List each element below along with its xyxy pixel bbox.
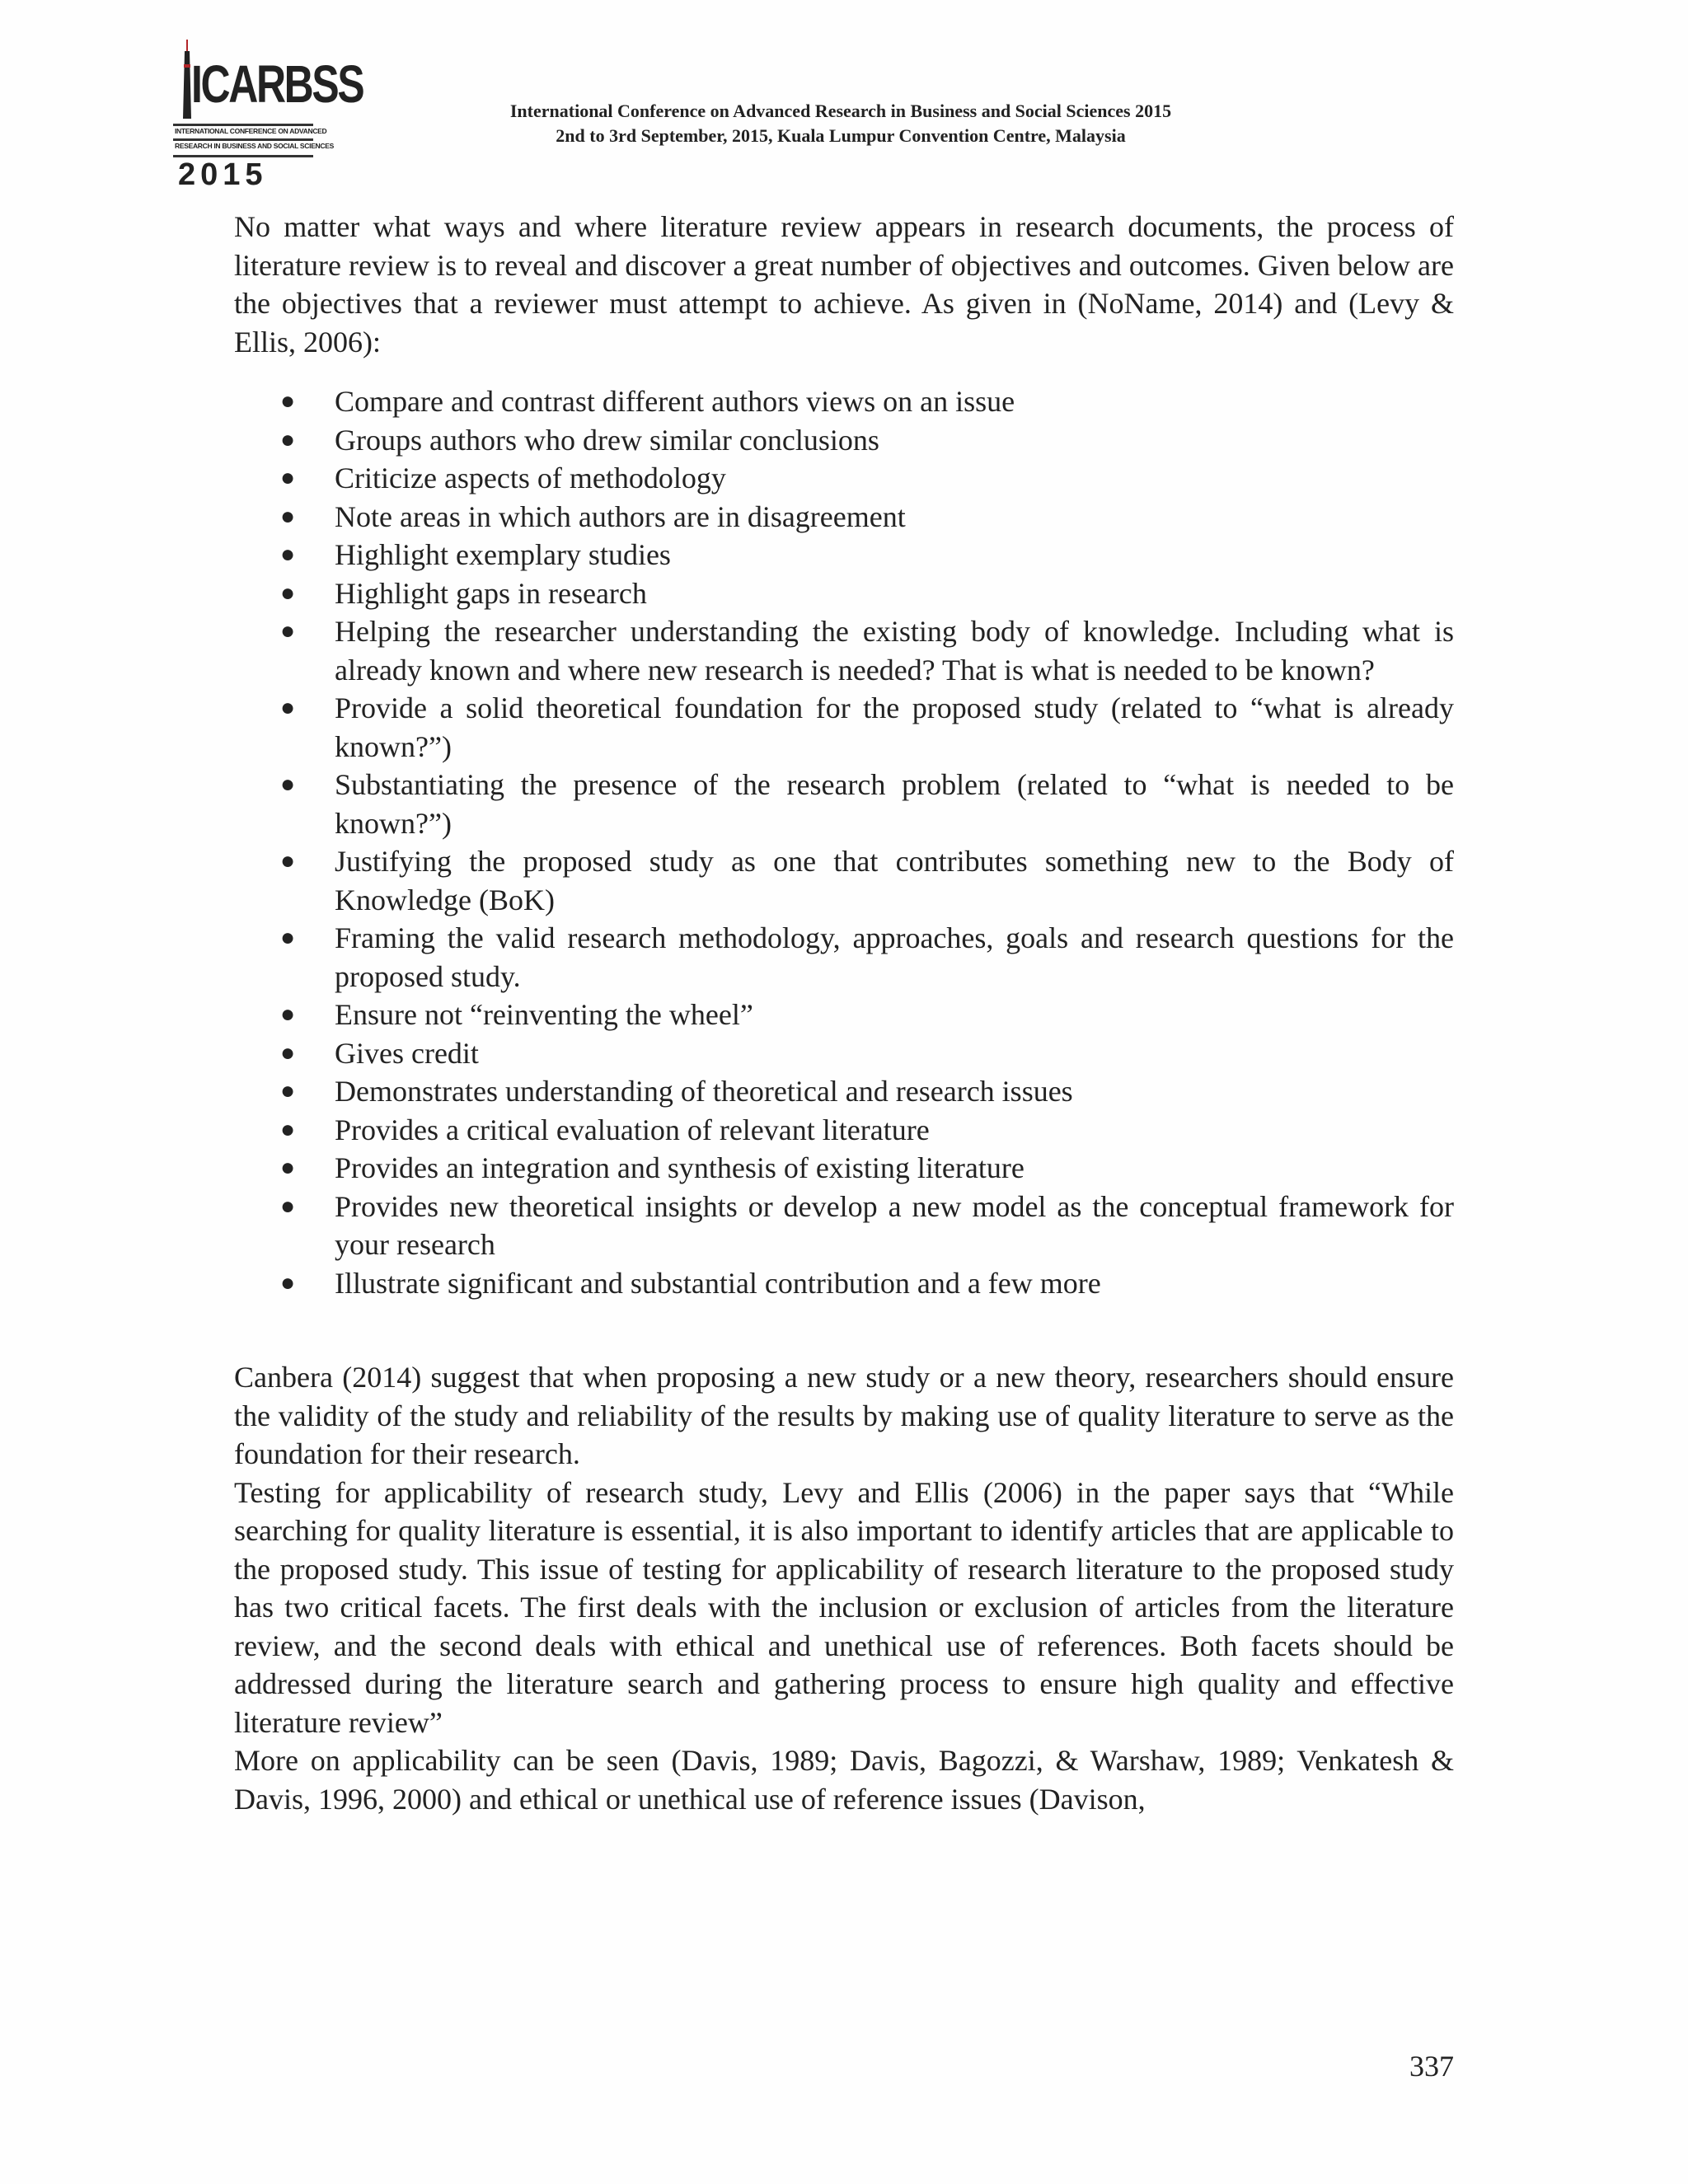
- list-item: ● Ensure not “reinventing the wheel”: [234, 996, 1454, 1034]
- header-line-1: International Conference on Advanced Research in Business and Social Sciences 2015: [509, 101, 1172, 121]
- list-item: ● Provides a critical evaluation of relevant literature: [234, 1111, 1454, 1150]
- list-item: ● Provides new theoretical insights or develop a new model as the conceptual framework for your research: [234, 1188, 1454, 1264]
- page-number: 337: [1409, 2050, 1454, 2083]
- header-line-2: 2nd to 3rd September, 2015, Kuala Lumpur Convention Centre, Malaysia: [556, 125, 1126, 146]
- applicability-paragraph: Testing for applicability of research study, Levy and Ellis (2006) in the paper says that “While searching for quality literature is essential, it is also important to identify articles that are applicable to the proposed study. This issue of testing for applicability of research literature to the proposed study has two critical facets. The first deals with the inclusion or exclusion of articles from the literature review, and the second deals with ethical and unethical use of references. Both facets should be addressed during the literature search and gathering process to ensure high quality and effective literature review”: [234, 1475, 1454, 1739]
- bullet-icon: ●: [280, 847, 296, 874]
- logo-subtitle-1: INTERNATIONAL CONFERENCE ON ADVANCED: [175, 127, 327, 135]
- list-item: ● Highlight exemplary studies: [234, 536, 1454, 574]
- bullet-icon: ●: [280, 771, 296, 798]
- list-item: ● Justifying the proposed study as one that contributes something new to the Body of Knowledge (BoK): [234, 842, 1454, 919]
- logo-rule: [173, 138, 313, 141]
- objectives-list: [234, 382, 1454, 1302]
- bullet-icon: ●: [280, 1192, 296, 1220]
- paragraph-gap: [234, 1322, 1454, 1358]
- bullet-icon: ●: [280, 1115, 296, 1143]
- intro-paragraph: No matter what ways and where literature review appears in research documents, the process of literature review is to reveal and discover a great number of objectives and outcomes. Given below are the objectives that a reviewer must attempt to achieve. As given in (NoName, 2014) and (Levy & Ellis, 2006):: [234, 210, 1454, 359]
- logo-year: 2015: [178, 157, 268, 192]
- bullet-icon: ●: [280, 541, 296, 568]
- list-item: ● Demonstrates understanding of theoretical and research issues: [234, 1072, 1454, 1111]
- bullet-icon: ●: [280, 617, 296, 644]
- running-header: [313, 99, 1368, 148]
- logo-subtitle-2: RESEARCH IN BUSINESS AND SOCIAL SCIENCES: [175, 142, 334, 150]
- list-item: ● Illustrate significant and substantial contribution and a few more: [234, 1264, 1454, 1303]
- bullet-icon: ●: [280, 1077, 296, 1104]
- list-item: ● Groups authors who drew similar conclusions: [234, 421, 1454, 460]
- list-item: ● Criticize aspects of methodology: [234, 459, 1454, 498]
- conference-logo: [171, 40, 363, 192]
- bullet-icon: ●: [280, 1154, 296, 1181]
- list-item: ● Note areas in which authors are in disagreement: [234, 498, 1454, 537]
- list-item: ● Provide a solid theoretical foundation for the proposed study (related to “what is already known?”): [234, 689, 1454, 766]
- bullet-icon: ●: [280, 1038, 296, 1066]
- body-text: [234, 208, 1454, 1818]
- bullet-icon: ●: [280, 464, 296, 491]
- list-item: ● Helping the researcher understanding the existing body of knowledge. Including what is already known and where new research is needed? That is what is needed to be known?: [234, 612, 1454, 689]
- bullet-icon: ●: [280, 502, 296, 530]
- list-item: ● Gives credit: [234, 1034, 1454, 1073]
- canbera-paragraph: Canbera (2014) suggest that when proposing a new study or a new theory, researchers should ensure the validity of the study and reliability of the results by making use of quality literature to serve as the foundation for their research.: [234, 1361, 1454, 1470]
- logo-wordmark: ICARBSS: [191, 54, 363, 114]
- list-item: ● Compare and contrast different authors views on an issue: [234, 382, 1454, 421]
- logo-rule: [173, 124, 313, 126]
- bullet-icon: ●: [280, 1268, 296, 1296]
- bullet-icon: ●: [280, 1001, 296, 1028]
- bullet-icon: ●: [280, 924, 296, 951]
- list-item: ● Framing the valid research methodology, approaches, goals and research questions for the proposed study.: [234, 919, 1454, 996]
- list-item: ● Provides an integration and synthesis of existing literature: [234, 1149, 1454, 1188]
- bullet-icon: ●: [280, 387, 296, 415]
- bullet-icon: ●: [280, 425, 296, 453]
- list-item: ● Substantiating the presence of the research problem (related to “what is needed to be known?”): [234, 766, 1454, 842]
- bullet-icon: ●: [280, 694, 296, 721]
- references-paragraph: More on applicability can be seen (Davis, 1989; Davis, Bagozzi, & Warshaw, 1989; Venkatesh & Davis, 1996, 2000) and ethical or unethical use of reference issues (Davison,: [234, 1744, 1454, 1816]
- bullet-icon: ●: [280, 579, 296, 607]
- list-item: ● Highlight gaps in research: [234, 574, 1454, 613]
